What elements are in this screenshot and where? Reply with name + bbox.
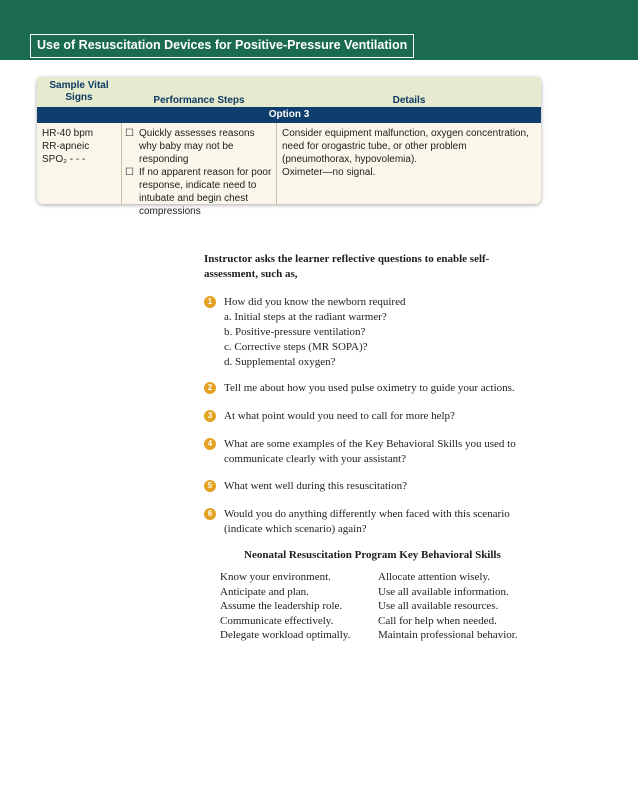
kbs-skill: Call for help when needed. (378, 614, 497, 627)
section-title: Use of Resuscitation Devices for Positive-Pressure Ventilation (30, 34, 414, 58)
question-text: At what point would you need to call for more help? (224, 410, 455, 422)
kbs-skill: Communicate effectively. (220, 614, 334, 627)
kbs-title: Neonatal Resuscitation Program Key Behavioral Skills (244, 549, 501, 561)
details-text: Oximeter—no signal. (282, 167, 376, 178)
step-item (125, 166, 273, 218)
column-divider (276, 123, 277, 204)
kbs-skill: Anticipate and plan. (220, 585, 309, 598)
vital-hr: HR-40 bpm (42, 128, 94, 139)
header-details: Details (392, 95, 426, 106)
scenario-table (37, 77, 541, 217)
step-text: Quickly assesses reasons why baby may not be responding (139, 128, 255, 165)
kbs-skill: Use all available information. (378, 585, 509, 598)
number-badge-icon: 1 (204, 296, 216, 308)
option-band: Option 3 (37, 107, 541, 123)
question-text: Would you do anything differently when faced with this scenario (indicate which scenario) again? (224, 508, 510, 535)
header-vital-signs: Sample Vital Signs (49, 80, 109, 103)
step-item (125, 127, 273, 166)
details-text: Consider equipment malfunction, oxygen concentration, need for orogastric tube, or other problem (pneumothorax, hypovolemia). (282, 128, 529, 165)
instructor-lead: Instructor asks the learner reflective questions to enable self-assessment, such as, (204, 253, 490, 280)
question-text: How did you know the newborn required (224, 296, 406, 308)
kbs-skill: Allocate attention wisely. (378, 571, 491, 583)
number-badge-icon: 3 (204, 410, 216, 422)
number-badge-icon: 4 (204, 438, 216, 450)
kbs-skill: Delegate workload optimally. (220, 629, 351, 641)
column-divider (121, 123, 122, 204)
number-badge-icon: 6 (204, 508, 216, 520)
question-text: What went well during this resuscitation? (224, 480, 407, 492)
checkbox-icon[interactable]: ☐ (125, 128, 134, 139)
kbs-right-column (378, 570, 518, 643)
header-performance-steps: Performance Steps (153, 95, 245, 106)
kbs-left-column (220, 570, 350, 643)
kbs-skill: Assume the leadership role. (220, 600, 343, 612)
question-text: Tell me about how you used pulse oximetry to guide your actions. (224, 382, 515, 394)
number-badge-icon: 5 (204, 480, 216, 492)
sub-question: d. Supplemental oxygen? (224, 356, 336, 368)
kbs-skill: Maintain professional behavior. (378, 629, 518, 641)
performance-steps-cell (125, 127, 273, 218)
table-header (37, 77, 541, 107)
vital-spo2: SPO₂ - - - (42, 154, 86, 165)
kbs-skill: Know your environment. (220, 571, 331, 583)
number-badge-icon: 2 (204, 382, 216, 394)
sub-question: c. Corrective steps (MR SOPA)? (224, 341, 368, 353)
vital-rr: RR-apneic (42, 141, 90, 152)
vital-signs-cell (42, 127, 118, 166)
kbs-skill: Use all available resources. (378, 600, 499, 612)
sub-question: a. Initial steps at the radiant warmer? (224, 311, 387, 323)
sub-question: b. Positive-pressure ventilation? (224, 326, 366, 338)
details-cell (282, 127, 537, 179)
step-text: If no apparent reason for poor response, indicate need to intubate and begin chest compressions (139, 167, 272, 217)
checkbox-icon[interactable]: ☐ (125, 167, 134, 178)
question-text: What are some examples of the Key Behavioral Skills you used to communicate clearly with your assistant? (224, 438, 516, 465)
